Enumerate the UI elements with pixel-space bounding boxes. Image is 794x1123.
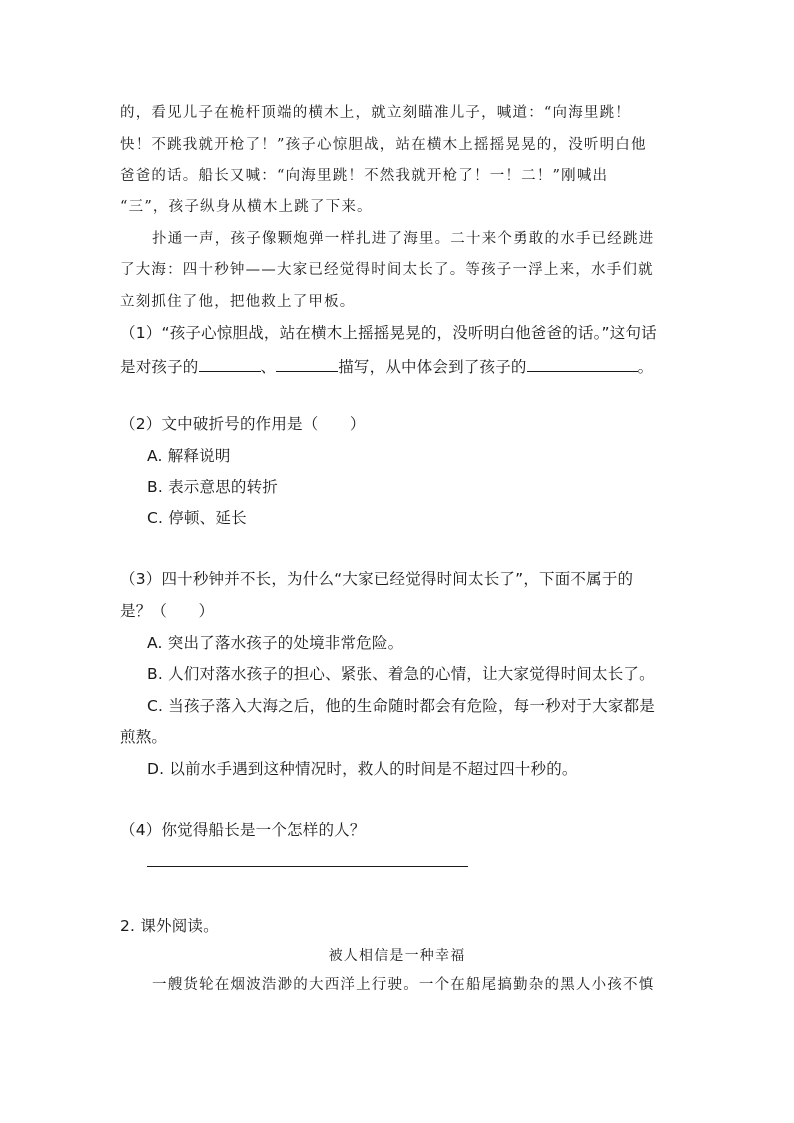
passage1-line-2: 快！不跳我就开枪了！”孩子心惊胆战，站在横木上摇摇晃晃的，没听明白他: [120, 137, 647, 153]
q3-option-c[interactable]: C. 当孩子落入大海之后，他的生命随时都会有危险，每一秒对于大家都是: [147, 697, 655, 715]
q3-option-c-continued: 煎熬。: [120, 728, 168, 746]
q2-option-b[interactable]: B. 表示意思的转折: [147, 478, 278, 496]
q1-end: 。: [637, 358, 654, 376]
q1-blank-3[interactable]: [527, 355, 638, 372]
q1-text-b: 描写，从中体会到了孩子的: [338, 358, 527, 376]
section2-heading: 2. 课外阅读。: [120, 917, 219, 935]
q4-stem: （4）你觉得船长是一个怎样的人？: [120, 821, 366, 839]
q2-stem: （2）文中破折号的作用是（ ）: [120, 415, 366, 433]
q3-option-a[interactable]: A. 突出了落水孩子的处境非常危险。: [147, 634, 404, 652]
q1-stem-line-2: [120, 355, 653, 377]
q1-blank-1[interactable]: [199, 355, 261, 372]
q1-separator: 、: [260, 358, 277, 376]
q3-stem-line-1: （3）四十秒钟并不长，为什么“大家已经觉得时间太长了”，下面不属于的: [120, 570, 634, 588]
passage1-line-4: “三”，孩子纵身从横木上跳了下来。: [120, 199, 373, 215]
q2-option-a[interactable]: A. 解释说明: [147, 447, 231, 465]
section2-first-line: 一艘货轮在烟波浩渺的大西洋上行驶。一个在船尾搞勤杂的黑人小孩不慎: [152, 977, 655, 993]
q3-stem-line-2: 是？（ ）: [120, 602, 215, 620]
q4-answer-line[interactable]: [147, 866, 468, 867]
passage1-line-3: 爸爸的话。船长又喊：“向海里跳！不然我就开枪了！一！二！”刚喊出: [120, 168, 609, 184]
section2-title: 被人相信是一种幸福: [328, 948, 466, 964]
passage1-line-6: 了大海：四十秒钟——大家已经觉得时间太长了。等孩子一浮上来，水手们就: [120, 262, 654, 278]
passage1-line-7: 立刻抓住了他，把他救上了甲板。: [120, 294, 356, 310]
q1-blank-2[interactable]: [276, 355, 338, 372]
q3-option-b[interactable]: B. 人们对落水孩子的担心、紧张、着急的心情，让大家觉得时间太长了。: [147, 665, 655, 683]
q1-text-a: 是对孩子的: [120, 358, 199, 376]
q2-option-c[interactable]: C. 停顿、延长: [147, 509, 247, 527]
q1-stem-line-1: （1）“孩子心惊胆战，站在横木上摇摇晃晃的，没听明白他爸爸的话。”这句话: [120, 324, 657, 342]
q3-option-d[interactable]: D. 以前水手遇到这种情况时，救人的时间是不超过四十秒的。: [147, 760, 578, 778]
passage1-line-1: 的，看见儿子在桅杆顶端的横木上，就立刻瞄准儿子，喊道：“向海里跳！: [120, 105, 632, 121]
passage1-line-5: 扑通一声，孩子像颗炮弹一样扎进了海里。二十来个勇敢的水手已经跳进: [152, 231, 655, 247]
